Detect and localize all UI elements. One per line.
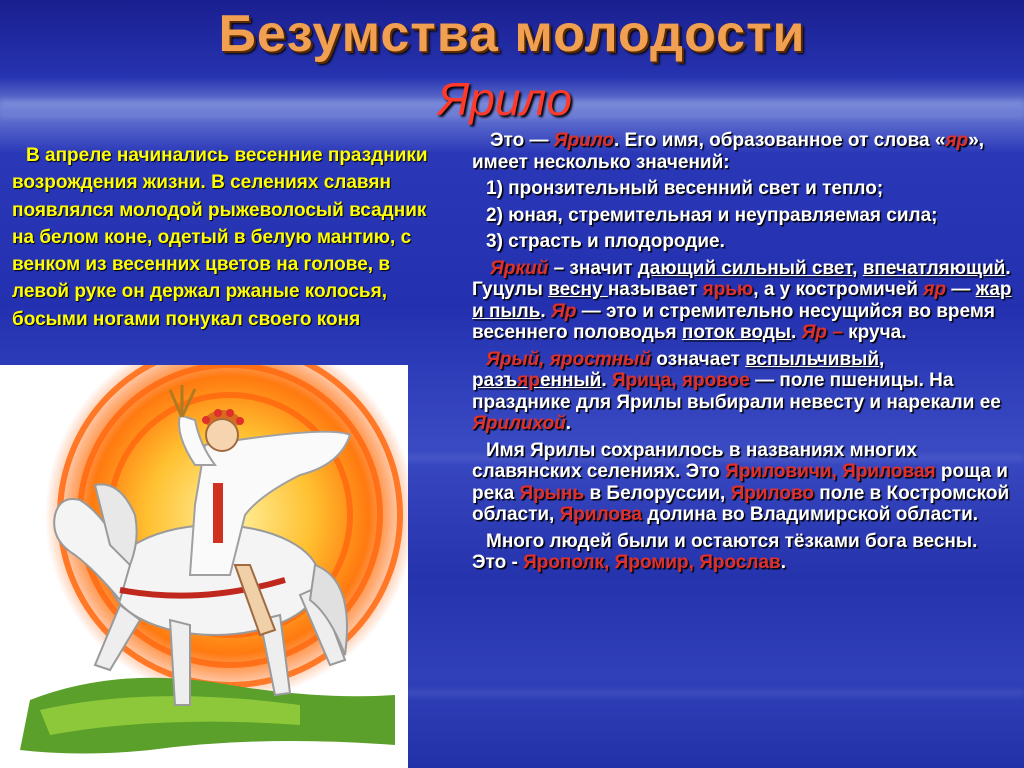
slide-title: Безумства молодости [218,5,806,63]
meaning-3: 3) страсть и плодородие. [486,231,725,252]
rider-on-horse-icon [0,365,408,768]
left-paragraph-text: В апреле начинались весенние праздники возрождения жизни. В селениях славян появлялся молодой рыжеволосый всадник на белом коне, одетый в белую мантию, с венком из весенних цветов на голове, в левой руке он держал ржаные колосья, босыми ногами понукал своего коня [12,145,428,330]
paragraph-yaryi: Ярый, яростный означает вспыльчивый, разъяренный. Ярица, яровое — поле пшеницы. На празднике для Ярилы выбирали невесту и нарекали ее Ярилихой. [472,348,1001,434]
left-paragraph [12,142,452,333]
slide-subtitle: Ярило [438,73,573,125]
paragraph-place-names: Имя Ярилы сохранилось в названиях многих славянских селениях. Это Яриловичи, Яриловая роща и река Ярынь в Белоруссии, Ярилово поле в Костромской области, Ярилова долина во Владимирской области. [472,439,1010,525]
paragraph-intro: Это — Ярило. Его имя, образованное от слова «яр», имеет несколько значений: [472,130,985,173]
yarilo-rider-illustration [0,365,408,768]
meaning-1: 1) пронзительный весенний свет и тепло; [486,178,884,199]
right-text-block [472,130,1012,579]
meaning-2: 2) юная, стремительная и неуправляемая сила; [486,204,938,226]
paragraph-names: Много людей были и остаются тёзками бога весны. Это - Ярополк, Яромир, Ярослав. [472,530,978,573]
paragraph-yarkiy: Яркий – значит дающий сильный свет, впечатляющий. Гуцулы весну называет ярью, а у костромичей яр — жар и пыль. Яр — это и стремительно несущийся во время весеннего половодья поток воды. Яр – круча. [472,257,1012,343]
